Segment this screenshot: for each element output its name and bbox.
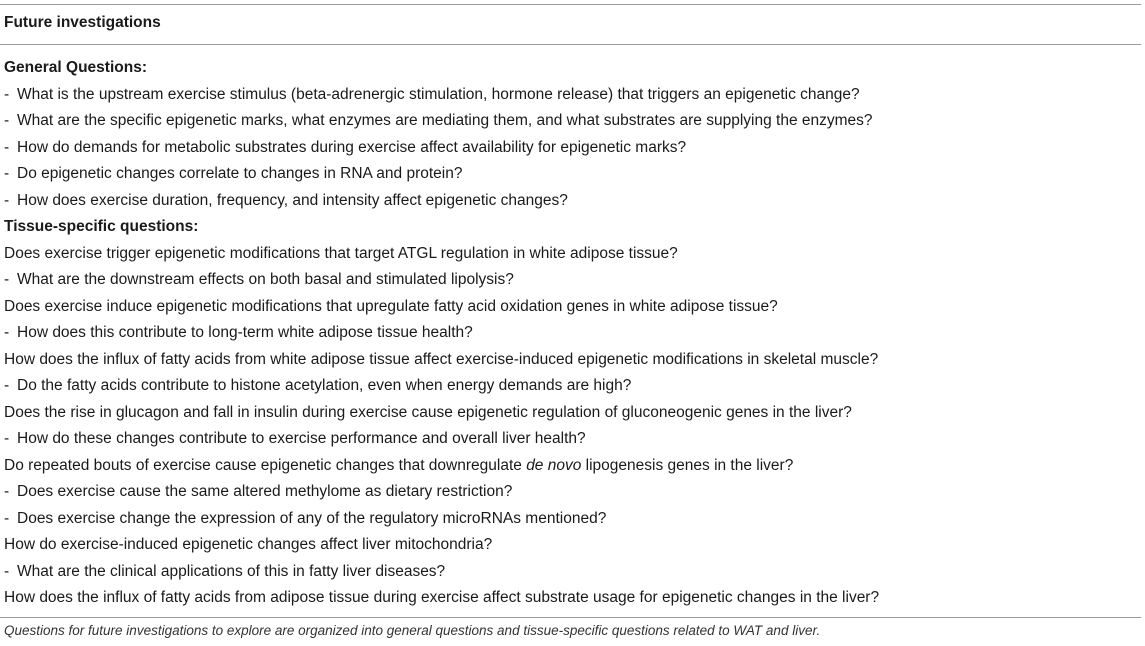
question-text-part: Do repeated bouts of exercise cause epigenetic changes that downregulate bbox=[4, 456, 527, 474]
dash-marker: - bbox=[4, 271, 10, 288]
tissue-question: Does the rise in glucagon and fall in insulin during exercise cause epigenetic regulation of gluconeogenic genes in the liver? bbox=[4, 403, 852, 421]
sub-question bbox=[4, 559, 1139, 586]
sub-question bbox=[4, 426, 1139, 453]
sub-question bbox=[4, 82, 1139, 109]
sub-question-text: How does exercise duration, frequency, and intensity affect epigenetic changes? bbox=[17, 191, 568, 209]
dash-marker: - bbox=[4, 138, 10, 156]
section-heading: General Questions: bbox=[4, 59, 147, 76]
dash-marker: - bbox=[4, 85, 10, 103]
sub-question-text: Do the fatty acids contribute to histone acetylation, even when energy demands are high? bbox=[17, 377, 632, 394]
sub-question bbox=[4, 188, 1139, 215]
dash-marker: - bbox=[4, 430, 10, 447]
tissue-question bbox=[4, 453, 1139, 480]
sub-question bbox=[4, 108, 1139, 135]
sub-question-text: Does exercise change the expression of any of the regulatory microRNAs mentioned? bbox=[17, 509, 607, 527]
dash-marker: - bbox=[4, 562, 10, 580]
section-heading: Tissue-specific questions: bbox=[4, 218, 199, 235]
table-header: Future investigations bbox=[4, 14, 161, 31]
dash-marker: - bbox=[4, 377, 10, 394]
dash-marker: - bbox=[4, 483, 10, 500]
tissue-question: Does exercise induce epigenetic modifications that upregulate fatty acid oxidation genes in white adipose tissue? bbox=[4, 297, 778, 315]
sub-question bbox=[4, 135, 1139, 162]
sub-question bbox=[4, 506, 1139, 533]
tissue-question: Does exercise trigger epigenetic modifications that target ATGL regulation in white adipose tissue? bbox=[4, 244, 678, 262]
dash-marker: - bbox=[4, 112, 10, 129]
table-bottom-rule bbox=[0, 617, 1141, 618]
dash-marker: - bbox=[4, 509, 10, 527]
sub-question bbox=[4, 320, 1139, 347]
sub-question-text: How does this contribute to long-term white adipose tissue health? bbox=[17, 324, 473, 341]
sub-question-text: How do demands for metabolic substrates during exercise affect availability for epigenetic marks? bbox=[17, 138, 687, 156]
sub-question bbox=[4, 267, 1139, 294]
sub-question-text: What is the upstream exercise stimulus (beta-adrenergic stimulation, hormone release) that triggers an epigenetic change? bbox=[17, 85, 860, 103]
dash-marker: - bbox=[4, 165, 10, 182]
tissue-question: How does the influx of fatty acids from white adipose tissue affect exercise-induced epigenetic modifications in skeletal muscle? bbox=[4, 350, 879, 368]
sub-question-text: Do epigenetic changes correlate to changes in RNA and protein? bbox=[17, 165, 463, 182]
sub-question bbox=[4, 479, 1139, 506]
sub-question-text: Does exercise cause the same altered methylome as dietary restriction? bbox=[17, 483, 513, 500]
table-top-rule bbox=[0, 4, 1141, 5]
sub-question bbox=[4, 161, 1139, 188]
tissue-question: How do exercise-induced epigenetic changes affect liver mitochondria? bbox=[4, 536, 493, 553]
table-header-rule bbox=[0, 44, 1141, 45]
sub-question-text: How do these changes contribute to exercise performance and overall liver health? bbox=[17, 430, 586, 447]
table-footnote: Questions for future investigations to explore are organized into general questions and tissue-specific questions related to WAT and liver. bbox=[4, 623, 821, 638]
sub-question-text: What are the downstream effects on both basal and stimulated lipolysis? bbox=[17, 271, 514, 288]
sub-question bbox=[4, 373, 1139, 400]
dash-marker: - bbox=[4, 324, 10, 341]
tissue-question: How does the influx of fatty acids from adipose tissue during exercise affect substrate usage for epigenetic changes in the liver? bbox=[4, 589, 880, 606]
dash-marker: - bbox=[4, 191, 10, 209]
question-text-part: lipogenesis genes in the liver? bbox=[581, 456, 794, 474]
sub-question-text: What are the clinical applications of this in fatty liver diseases? bbox=[17, 562, 446, 580]
question-italic-term: de novo bbox=[526, 456, 582, 474]
sub-question-text: What are the specific epigenetic marks, what enzymes are mediating them, and what substrates are supplying the enzymes? bbox=[17, 112, 873, 129]
table-body bbox=[4, 55, 1139, 612]
